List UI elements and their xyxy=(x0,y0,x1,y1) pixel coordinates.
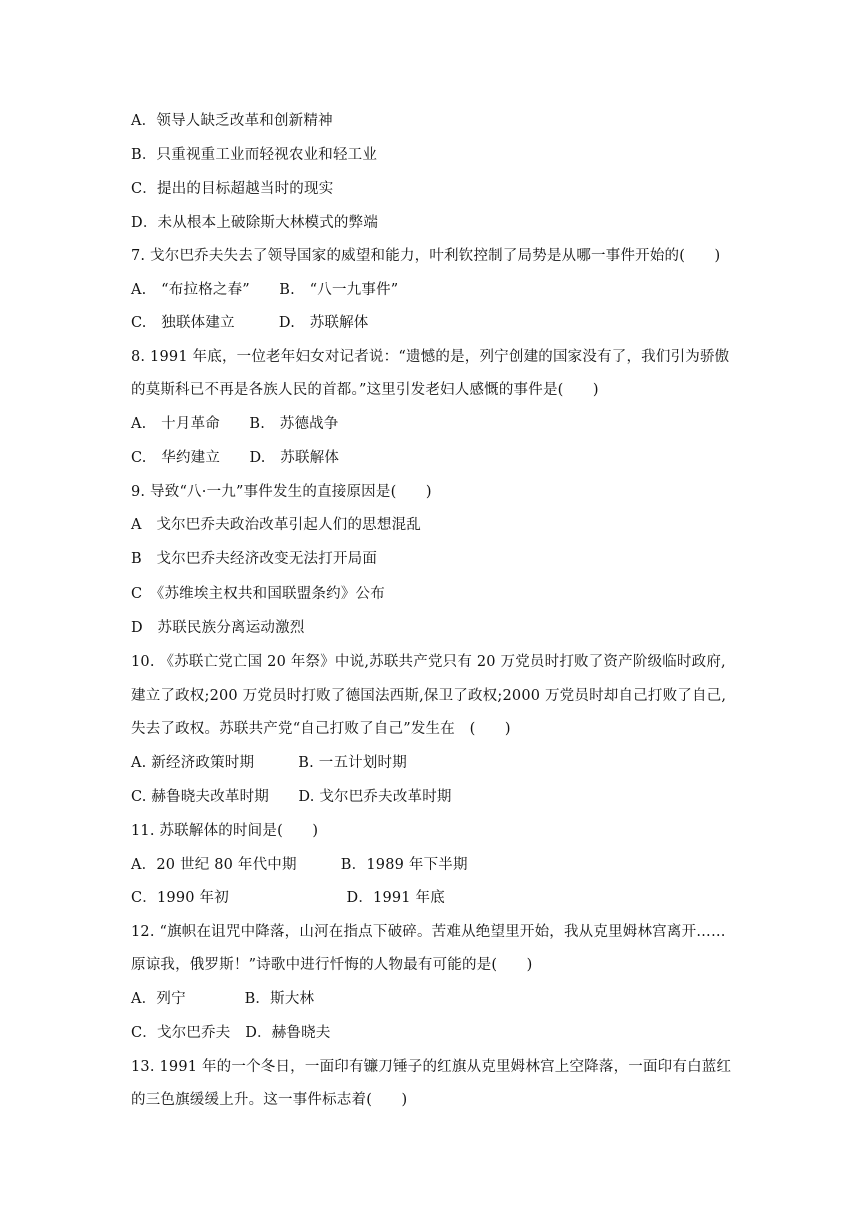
q9-option-b: B 戈尔巴乔夫经济改变无法打开局面 xyxy=(131,551,378,567)
q6-option-a: A．领导人缺乏改革和创新精神 xyxy=(131,113,333,129)
q10-stem-line2: 建立了政权;200 万党员时打败了德国法西斯,保卫了政权;2000 万党员时却自己打败了自己, xyxy=(131,688,727,704)
q12-stem-line2: 原谅我，俄罗斯！”诗歌中进行忏悔的人物最有可能的是( ) xyxy=(131,957,533,973)
q12-stem-line1: 12. “旗帜在诅咒中降落，山河在指点下破碎。苦难从绝望里开始，我从克里姆林宫离开…… xyxy=(131,924,726,940)
q13-stem-line2: 的三色旗缓缓上升。这一事件标志着( ) xyxy=(131,1092,408,1108)
q7-options-cd: C. 独联体建立 D. 苏联解体 xyxy=(131,315,369,331)
q12-options-ab: A．列宁 B．斯大林 xyxy=(131,991,315,1007)
q8-stem-line2: 的莫斯科已不再是各族人民的首都。”这里引发老妇人感慨的事件是( ) xyxy=(131,382,599,398)
q6-option-b: B．只重视重工业而轻视农业和轻工业 xyxy=(131,147,378,163)
q10-stem-line1: 10. 《苏联亡党亡国 20 年祭》中说,苏联共产党只有 20 万党员时打败了资产阶级临时政府, xyxy=(131,654,726,670)
q7-stem: 7. 戈尔巴乔夫失去了领导国家的威望和能力，叶利钦控制了局势是从哪一事件开始的( ) xyxy=(131,248,721,264)
q11-stem: 11. 苏联解体的时间是( ) xyxy=(131,823,319,839)
q9-option-a: A 戈尔巴乔夫政治改革引起人们的思想混乱 xyxy=(131,517,421,533)
q9-stem: 9. 导致“八·一九”事件发生的直接原因是( ) xyxy=(131,484,432,500)
q6-option-c: C．提出的目标超越当时的现实 xyxy=(131,181,334,197)
q10-options-ab: A. 新经济政策时期 B. 一五计划时期 xyxy=(131,755,407,771)
q13-stem-line1: 13. 1991 年的一个冬日，一面印有镰刀锤子的红旗从克里姆林宫上空降落，一面印有白蓝红 xyxy=(131,1059,732,1075)
q9-option-d: D 苏联民族分离运动激烈 xyxy=(131,620,305,636)
q8-options-cd: C. 华约建立 D. 苏联解体 xyxy=(131,450,340,466)
q10-options-cd: C. 赫鲁晓夫改革时期 D. 戈尔巴乔夫改革时期 xyxy=(131,789,452,805)
q7-options-ab: A. “布拉格之春” B. “八一九事件” xyxy=(131,282,399,298)
q10-stem-line3: 失去了政权。苏联共产党“自己打败了自己”发生在 ( ) xyxy=(131,721,511,737)
q8-options-ab: A. 十月革命 B. 苏德战争 xyxy=(131,416,339,432)
q6-option-d: D．未从根本上破除斯大林模式的弊端 xyxy=(131,215,379,231)
q12-options-cd: C．戈尔巴乔夫 D．赫鲁晓夫 xyxy=(131,1025,331,1041)
q11-options-ab: A．20 世纪 80 年代中期 B．1989 年下半期 xyxy=(131,857,468,873)
q8-stem-line1: 8. 1991 年底，一位老年妇女对记者说：“遗憾的是，列宁创建的国家没有了，我们引为骄傲 xyxy=(131,349,730,365)
q9-option-c: C 《苏维埃主权共和国联盟条约》公布 xyxy=(131,586,385,602)
q11-options-cd: C．1990 年初 D．1991 年底 xyxy=(131,890,445,906)
